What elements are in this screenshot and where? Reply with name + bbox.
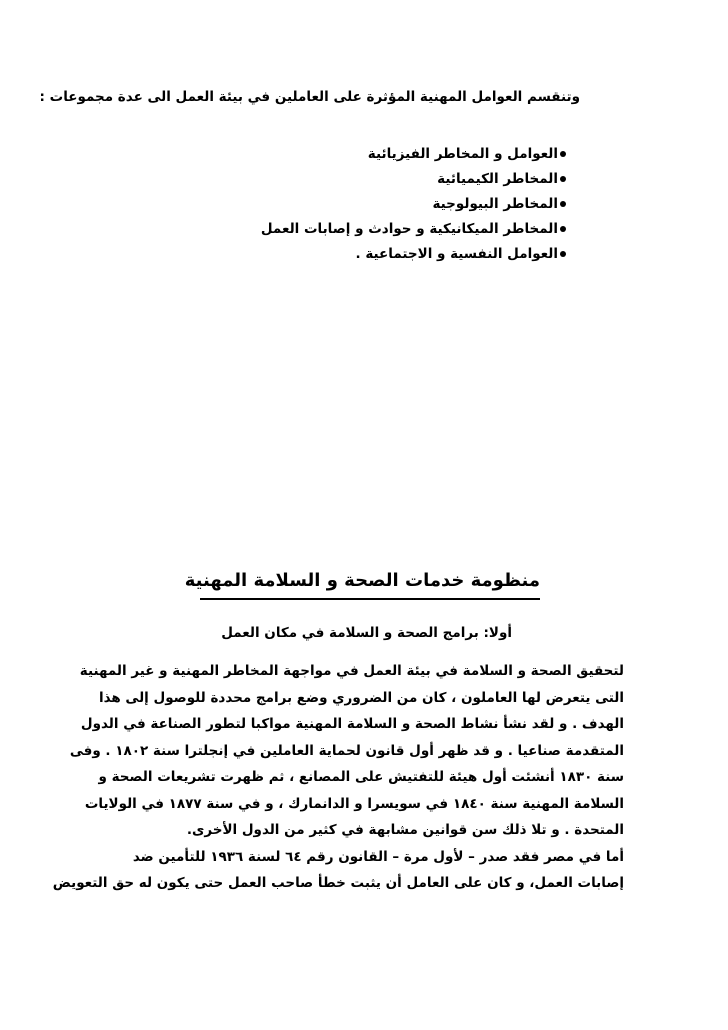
list-item-label: المخاطر الكيميائية bbox=[437, 171, 558, 187]
list-item bbox=[146, 192, 566, 217]
paragraph-line: سنة ١٨٣٠ أنشئت أول هيئة للتفتيش على المصانع ، ثم ظهرت تشريعات الصحة و bbox=[98, 769, 624, 785]
list-item bbox=[146, 167, 566, 192]
paragraph-line: الهدف . و لقد نشأ نشاط الصحة و السلامة المهنية مواكبا لتطور الصناعة في الدول bbox=[80, 716, 624, 732]
bullet-icon bbox=[560, 176, 566, 182]
paragraph-line: المتحدة . و تلا ذلك سن قوانين مشابهة في كثير من الدول الأخرى. bbox=[186, 822, 624, 838]
paragraph-line: أما في مصر فقد صدر – لأول مرة – القانون رقم ٦٤ لسنة ١٩٣٦ للتأمين ضد bbox=[132, 848, 624, 865]
risk-groups-list bbox=[146, 142, 566, 267]
paragraph-line: التى يتعرض لها العاملون ، كان من الضروري وضع برامج محددة للوصول إلى هذا bbox=[98, 689, 624, 706]
section-title: منظومة خدمات الصحة و السلامة المهنية bbox=[200, 568, 540, 600]
body-paragraph bbox=[52, 658, 624, 897]
list-item-label: العوامل النفسية و الاجتماعية . bbox=[355, 246, 558, 262]
list-item-label: العوامل و المخاطر الفيزيائية bbox=[367, 146, 558, 162]
subsection-title: أولا: برامج الصحة و السلامة في مكان العمل bbox=[221, 625, 512, 641]
bullet-icon bbox=[560, 226, 566, 232]
bullet-icon bbox=[560, 201, 566, 207]
list-item bbox=[146, 142, 566, 167]
paragraph-line: السلامة المهنية سنة ١٨٤٠ في سويسرا و الدانمارك ، و في سنة ١٨٧٧ في الولايات bbox=[84, 795, 624, 812]
bullet-icon bbox=[560, 151, 566, 157]
bullet-icon bbox=[560, 251, 566, 257]
paragraph-line: إصابات العمل، و كان على العامل أن يثبت خطأ صاحب العمل حتى يكون له حق التعويض bbox=[52, 875, 624, 891]
list-item bbox=[146, 217, 566, 242]
list-item bbox=[146, 242, 566, 267]
paragraph-line: لتحقيق الصحة و السلامة في بيئة العمل في مواجهة المخاطر المهنية و غير المهنية bbox=[79, 663, 624, 679]
paragraph-line: المتقدمة صناعيا . و قد ظهر أول قانون لحماية العاملين في إنجلترا سنة ١٨٠٢ . وفى bbox=[69, 742, 624, 759]
list-item-label: المخاطر البيولوجية bbox=[432, 196, 558, 212]
intro-paragraph: وتنقسم العوامل المهنية المؤثرة على العاملين في بيئة العمل الى عدة مجموعات : bbox=[39, 89, 580, 105]
list-item-label: المخاطر الميكانيكية و حوادث و إصابات العمل bbox=[260, 221, 558, 237]
